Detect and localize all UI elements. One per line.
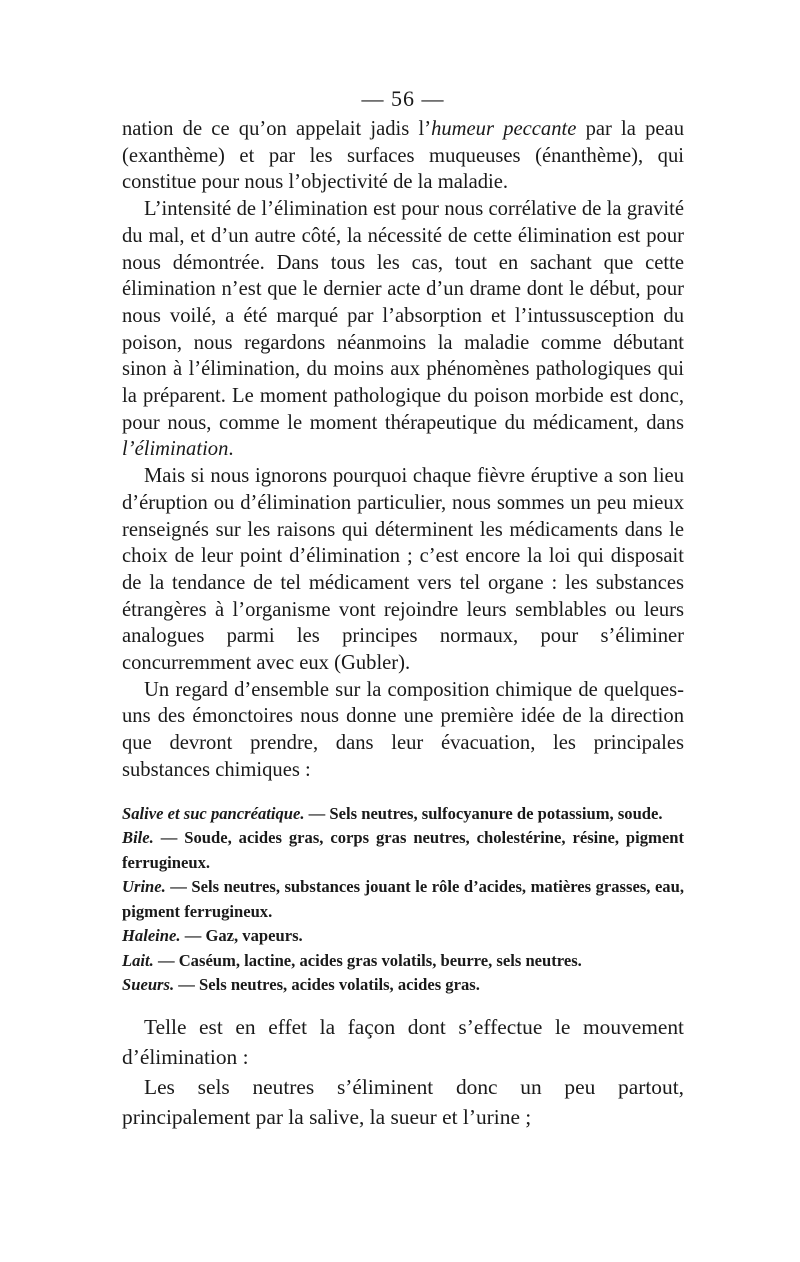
list-item-desc: — Caséum, lactine, acides gras volatils, beurre, sels neutres.	[153, 950, 582, 970]
list-item-term: Bile.	[122, 828, 154, 848]
paragraph-2-text-a: L’intensité de l’élimination est pour nous corrélative de la gravité du mal, et d’un autre côté, la nécessité de cette élimination est pour nous démontrée. Dans tous les cas, tout en sachant que cette élimination n’est que le dernier acte d’un drame dont le début, pour nous voilé, a été marqué par l’absorption et l’intussusception du poison, nous regardons néanmoins la maladie comme débutant sinon à l’élimination, du moins aux phénomènes pathologiques qui la préparent. Le moment pathologique du poison morbide est donc, pour nous, comme le moment thérapeutique du médicament, dans	[122, 198, 684, 434]
list-item-desc: — Soude, acides gras, corps gras neutres, cholestérine, résine, pigment ferrugineux.	[122, 828, 684, 872]
paragraph-1-text-a: nation de ce qu’on appelait jadis l’	[122, 118, 432, 140]
paragraph-2-italic: l’élimination	[122, 438, 229, 461]
list-item	[122, 949, 684, 974]
list-item-term: Salive et suc pancréatique.	[122, 803, 305, 823]
list-item-desc: — Gaz, vapeurs.	[180, 926, 303, 946]
list-item-term: Haleine.	[122, 926, 181, 946]
paragraph-5: Telle est en effet la façon dont s’effectue le mouvement d’élimination :	[122, 1014, 684, 1069]
list-item	[122, 802, 684, 827]
list-item-term: Lait.	[122, 950, 154, 970]
list-item-desc: — Sels neutres, sulfocyanure de potassium, soude.	[304, 803, 663, 823]
paragraph-4: Un regard d’ensemble sur la composition chimique de quelques-uns des émonctoires nous donne une première idée de la direction que devront prendre, dans leur évacuation, les principales substances chimiques :	[122, 678, 684, 781]
paragraph-1-text-b: par la peau (exanthème) et par les surfaces muqueuses (énanthème), qui constitue pour nous l’objectivité de la maladie.	[122, 118, 684, 194]
paragraph-2-text-b: .	[228, 438, 234, 461]
list-item-desc: — Sels neutres, substances jouant le rôle d’acides, matières grasses, eau, pigment ferrugineux.	[122, 877, 684, 921]
list-item-term: Sueurs.	[122, 975, 175, 995]
list-item	[122, 875, 684, 924]
list-item	[122, 973, 684, 998]
closing-text	[122, 1012, 684, 1132]
paragraph-1-italic: humeur peccante	[431, 118, 577, 140]
list-item-term: Urine.	[122, 877, 166, 897]
list-item-desc: — Sels neutres, acides volatils, acides gras.	[174, 975, 480, 995]
paragraph-2	[122, 196, 684, 463]
list-item	[122, 826, 684, 875]
list-item	[122, 924, 684, 949]
body-text	[122, 116, 684, 784]
book-page	[122, 82, 684, 1132]
paragraph-3: Mais si nous ignorons pourquoi chaque fièvre éruptive a son lieu d’éruption ou d’élimination particulier, nous sommes un peu mieux renseignés sur les raisons qui déterminent les médicaments dans le choix de leur point d’élimination ; c’est encore la loi qui disposait de la tendance de tel médicament vers tel organe : les substances étrangères à l’organisme vont rejoindre leurs semblables ou leurs analogues parmi les principes normaux, pour s’éliminer concurremment avec eux (Gubler).	[122, 465, 684, 675]
paragraph-6: Les sels neutres s’éliminent donc un peu partout, principalement par la salive, la sueur et l’urine ;	[122, 1074, 684, 1129]
page-number: — 56 —	[361, 86, 445, 111]
paragraph-1	[122, 116, 684, 196]
secretion-list	[122, 802, 684, 998]
